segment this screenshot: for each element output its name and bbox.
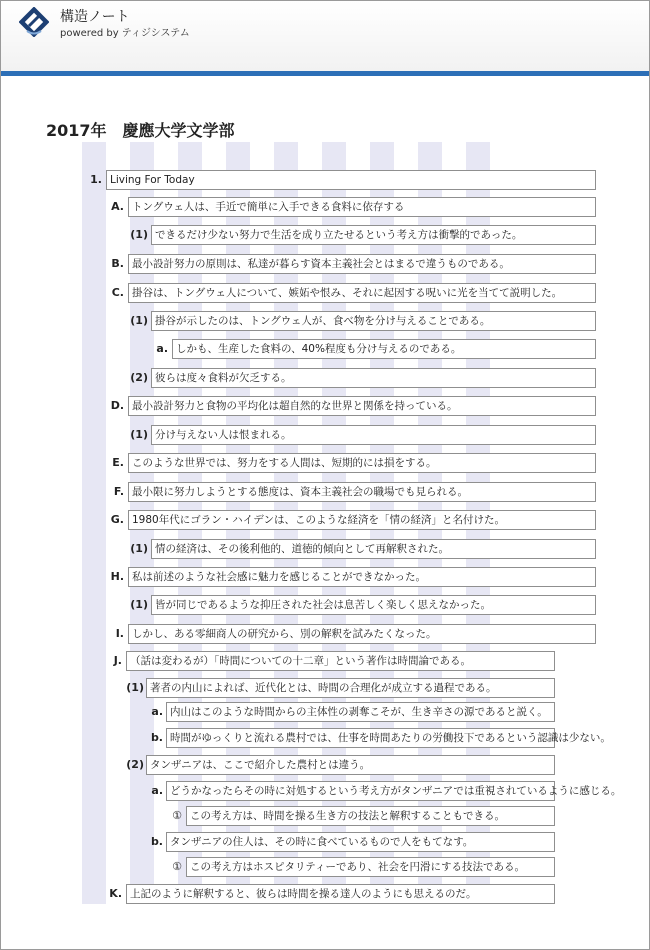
outline-text-box[interactable]: 最小設計努力と食物の平均化は超自然的な世界と関係を持っている。: [128, 396, 596, 416]
outline-label: 1.: [90, 173, 102, 186]
outline-label: (1): [130, 228, 148, 241]
app-logo-icon: [19, 7, 49, 37]
outline-text-box[interactable]: 私は前述のような社会感に魅力を感じることができなかった。: [128, 567, 596, 587]
outline-text-box[interactable]: 分け与えない人は恨まれる。: [151, 425, 596, 445]
outline-text-box[interactable]: この考え方はホスピタリティーであり、社会を円滑にする技法である。: [186, 857, 555, 877]
outline-text-box[interactable]: 掛谷が示したのは、トングウェ人が、食べ物を分け与えることである。: [151, 311, 596, 331]
outline-label: J.: [113, 654, 122, 667]
page-title: 2017年 慶應大学文学部: [46, 121, 235, 140]
outline-text-box[interactable]: この考え方は、時間を操る生き方の技法と解釈することもできる。: [186, 806, 555, 826]
outline-text-box[interactable]: 1980年代にゴラン・ハイデンは、このような経済を「情の経済」と名付けた。: [128, 510, 596, 530]
outline-label: B.: [111, 257, 124, 270]
outline-text-box[interactable]: タンザニアの住人は、その時に食べているもので人をもてなす。: [166, 832, 555, 852]
outline-text-box[interactable]: 内山はこのような時間からの主体性の剥奪こそが、生き辛さの源であると説く。: [166, 702, 555, 722]
outline-label: b.: [150, 835, 163, 848]
outline-label: b.: [150, 731, 163, 744]
outline-text-box[interactable]: 彼らは度々食料が欠乏する。: [151, 368, 596, 388]
outline-text-box[interactable]: タンザニアは、ここで紹介した農村とは違う。: [146, 755, 555, 775]
outline-text-box[interactable]: 時間がゆっくりと流れる農村では、仕事を時間あたりの労働投下であるという認識は少ない。: [166, 728, 555, 748]
outline-text-box[interactable]: （話は変わるが）「時間についての十二章」という著作は時間論である。: [126, 651, 555, 671]
outline-text-box[interactable]: しかし、ある零細商人の研究から、別の解釈を試みたくなった。: [128, 624, 596, 644]
app-title: 構造ノート: [60, 9, 130, 25]
outline-label: K.: [109, 887, 122, 900]
outline-label: (2): [126, 758, 144, 771]
outline-label: (2): [130, 371, 148, 384]
outline-label: (1): [126, 681, 144, 694]
outline-text-box[interactable]: 最小限に努力しようとする態度は、資本主義社会の職場でも見られる。: [128, 482, 596, 502]
header-accent-bar: [1, 71, 649, 76]
outline-text-box[interactable]: Living For Today: [106, 170, 596, 190]
outline-label: ①: [172, 809, 182, 822]
outline-label: a.: [156, 342, 168, 355]
outline-label: (1): [130, 314, 148, 327]
outline-text-box[interactable]: このような世界では、努力をする人間は、短期的には損をする。: [128, 453, 596, 473]
outline-text-box[interactable]: 上記のように解釈すると、彼らは時間を操る達人のようにも思えるのだ。: [126, 884, 555, 904]
outline-label: (1): [130, 598, 148, 611]
outline-text-box[interactable]: 情の経済は、その後利他的、道徳的傾向として再解釈された。: [151, 539, 596, 559]
outline-label: A.: [111, 200, 124, 213]
outline-text-box[interactable]: トングウェ人は、手近で簡単に入手できる食料に依存する: [128, 197, 596, 217]
outline-label: a.: [151, 705, 163, 718]
outline-label: (1): [130, 428, 148, 441]
outline-label: D.: [110, 399, 124, 412]
outline-text-box[interactable]: しかも、生産した食料の、40%程度も分け与えるのである。: [172, 339, 596, 359]
outline-text-box[interactable]: どうかなったらその時に対処するという考え方がタンザニアでは重視されているように感じる。: [166, 781, 555, 801]
outline-label: ①: [172, 860, 182, 873]
outline-text-box[interactable]: 掛谷は、トングウェ人について、嫉妬や恨み、それに起因する呪いに光を当てて説明した。: [128, 283, 596, 303]
outline-text-box[interactable]: 最小設計努力の原則は、私達が暮らす資本主義社会とはまるで違うものである。: [128, 254, 596, 274]
outline-label: a.: [151, 784, 163, 797]
outline-label: F.: [113, 485, 124, 498]
outline-label: H.: [110, 570, 124, 583]
outline-label: E.: [112, 456, 124, 469]
outline-text-box[interactable]: 皆が同じであるような抑圧された社会は息苦しく楽しく思えなかった。: [151, 595, 596, 615]
outline-label: C.: [111, 286, 124, 299]
outline-text-box[interactable]: できるだけ少ない努力で生活を成り立たせるという考え方は衝撃的であった。: [151, 225, 596, 245]
outline-label: (1): [130, 542, 148, 555]
outline-text-box[interactable]: 著者の内山によれば、近代化とは、時間の合理化が成立する過程である。: [146, 678, 555, 698]
outline-label: G.: [110, 513, 124, 526]
app-header: [1, 1, 649, 71]
outline-label: I.: [115, 627, 124, 640]
app-subtitle: powered by ティジシステム: [60, 28, 190, 39]
